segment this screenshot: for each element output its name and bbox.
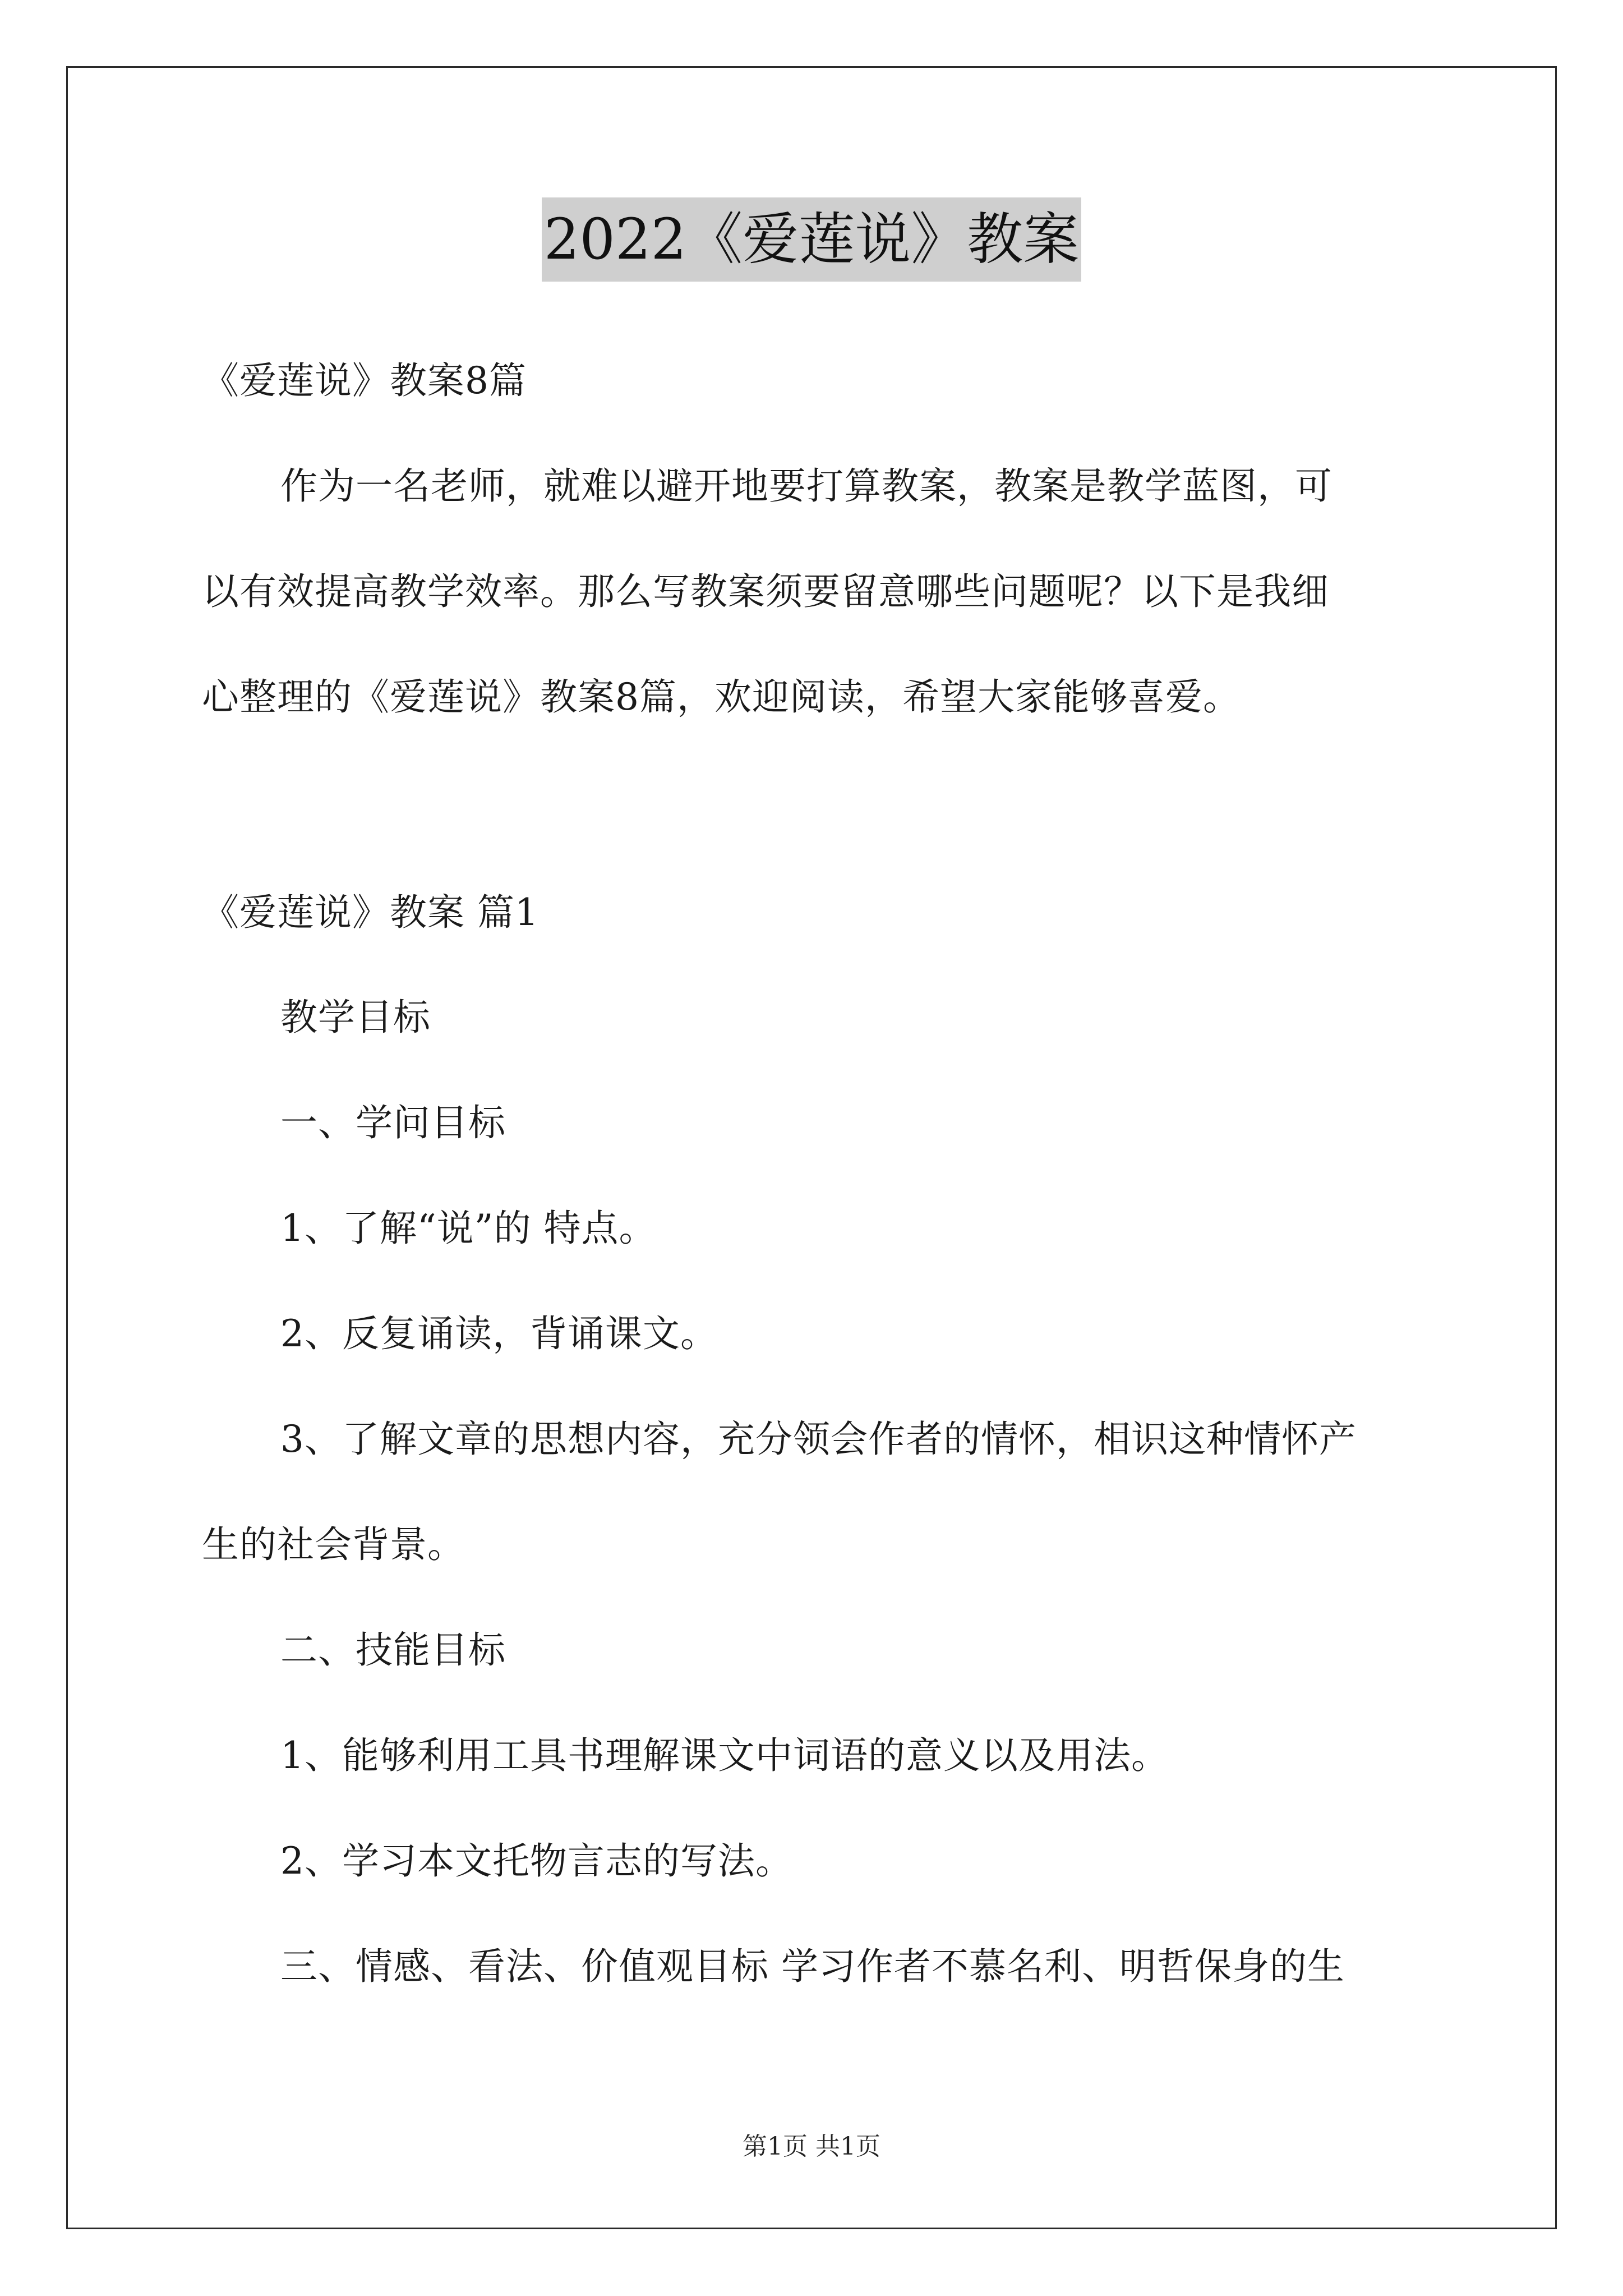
intro-line-1: 作为一名老师，就难以避开地要打算教案，教案是教学蓝图，可: [280, 464, 1332, 508]
body-line-7: 二、技能目标: [280, 1628, 506, 1672]
body-line-1: 教学目标: [280, 996, 431, 1039]
body-line-6: 生的社会背景。: [202, 1523, 465, 1566]
section-heading: 《爱莲说》教案 篇1: [202, 891, 539, 934]
document-subtitle: 《爱莲说》教案8篇: [202, 359, 527, 402]
document-title: 2022《爱莲说》教案: [542, 197, 1082, 282]
body-line-2: 一、学问目标: [280, 1101, 506, 1144]
body-line-9: 2、学习本文托物言志的写法。: [280, 1839, 793, 1883]
body-line-3: 1、了解“说”的 特点。: [280, 1207, 657, 1250]
body-line-10: 三、情感、看法、价值观目标 学习作者不慕名利、明哲保身的生: [280, 1945, 1345, 1988]
body-line-8: 1、能够利用工具书理解课文中词语的意义以及用法。: [280, 1734, 1169, 1777]
body-line-4: 2、反复诵读，背诵课文。: [280, 1312, 718, 1355]
page-footer: 第1页 共1页: [743, 2132, 880, 2161]
intro-line-3: 心整理的《爱莲说》教案8篇，欢迎阅读，希望大家能够喜爱。: [202, 675, 1241, 719]
intro-line-2: 以有效提高教学效率。那么写教案须要留意哪些问题呢？以下是我细: [202, 570, 1329, 613]
body-line-5: 3、了解文章的思想内容，充分领会作者的情怀，相识这种情怀产: [280, 1418, 1357, 1461]
title-container: [0, 197, 1623, 282]
